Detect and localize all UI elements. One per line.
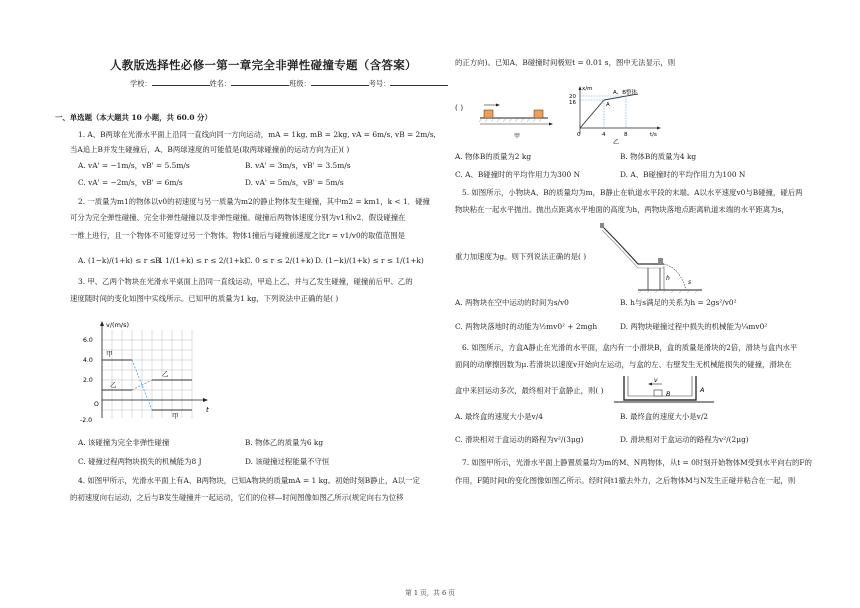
q5-label-h: h [666, 275, 670, 282]
q3-origin: O [94, 401, 99, 408]
q6-line-2: 面间的动摩擦因数为μ.若滑块以速度v开始向左运动，与盒的左、右壁发生无机械能损失的碰撞，滑块在 [455, 360, 792, 369]
q5-ground-hatch [639, 290, 698, 293]
q4-ground-hatch [479, 118, 542, 122]
q6-line-1: 6. 如图所示，方盒A静止在光滑的水平面，盒内有一小滑块B，盒的质量是滑块的2倍，滑块与盒内水平 [462, 343, 798, 352]
q2-line-1: 2. 一质量为m1的物体以v0的初速度与另一质量为m2的静止物体发生碰撞，其中m2 = km1，k < 1．碰撞 [78, 197, 430, 206]
q4-block-b [534, 110, 543, 118]
q4-line-2: 的初速度向右运动，之后与B发生碰撞并一起运动，它们的位移—时间图像如图乙所示(规定向右为位移 [70, 493, 404, 502]
q3-ytick-neg2: -2.0 [80, 417, 93, 424]
q6-box-figure [610, 372, 720, 408]
q5-line-2: 物块粘在一起水平抛出。抛出点距离水平地面的高度为h，两物块落地点距离轨道末端的水平距离为s， [455, 205, 789, 214]
q6-line-3: 盒中来回运动多次，最终相对于盒静止，则( ) [455, 386, 604, 395]
q3-grid [102, 330, 192, 418]
q5-option-c: C. 两物块落地时的动能为½mv0² + 2mgh [455, 322, 598, 331]
q7-line-1: 7. 如图甲所示，光滑水平面上静置质量均为m的M、N两物体，从t = 0时刻开始物体M受到水平向右的F的 [462, 458, 812, 467]
q4-chart-xtick-0: 0 [577, 132, 581, 138]
name-label: 姓名： [209, 79, 232, 88]
q4-chart-xtick-4: 4 [602, 132, 606, 138]
q3-ytick-4: 4.0 [83, 357, 93, 364]
q4-chart-x-arrow [657, 127, 661, 130]
q5-block-a [600, 223, 604, 228]
section-heading: 一、单选题（本大题共 10 小题，共 60.0 分） [55, 113, 212, 122]
q4-series-a [580, 100, 604, 128]
q4-chart-xlabel: t/s [650, 132, 657, 138]
q4-displacement-chart [566, 84, 666, 146]
q3-label-yi-right: 乙 [162, 370, 169, 378]
q2-option-c: C. 0 ≤ r ≤ 2/(1+k) [245, 256, 314, 265]
q4-option-c: C. A、B碰撞时的平均作用力为300 N [455, 170, 581, 179]
class-label: 班级： [289, 79, 311, 88]
q6-label-a: A [700, 386, 705, 394]
q4-fig-yi-label: 乙 [613, 139, 620, 146]
q6-option-d: D. 滑块相对于盒运动的路程为v²/(2μg) [620, 435, 749, 444]
q5-line-1: 5. 如图所示，小物块A、B的质量均为m，B静止在轨道水平段的末端。A以水平速度v0与B碰撞，碰后两 [462, 188, 803, 197]
q7-line-2: 作用，F随时间t的变化图像如图乙所示。经时间t1撤去外力，之后物体M与N发生正碰并粘合在一起，则 [455, 476, 796, 485]
q4-figure-jia [476, 92, 556, 140]
q1-option-d: D. vA' = 5m/s，vB' = 5m/s [245, 178, 344, 187]
q1-option-b: B. vA' = 3m/s，vB' = 3.5m/s [245, 161, 351, 170]
q6-label-v: v [654, 377, 658, 384]
q1-option-a: A. vA' = −1m/s，vB' = 5.5m/s [78, 161, 190, 170]
class-blank [311, 78, 369, 86]
q3-label-jia-bottom: 甲 [172, 412, 179, 420]
q4-chart-point-label: A [606, 102, 610, 108]
q5-line-3: 重力加速度为g。则下列说法正确的是( ) [455, 252, 587, 261]
q3-line-1: 3. 甲、乙两个物块在光滑水平桌面上沿同一直线运动，甲追上乙，并与乙发生碰撞，碰撞前后甲、乙的 [78, 277, 413, 286]
student-info-line [130, 78, 448, 88]
q2-line-3: 一维上进行，且一个物体不可能穿过另一个物体。物体1撞后与碰撞前速度之比r = v1/v0的取值范围是 [70, 231, 406, 240]
q3-ylabel: v/(m/s) [106, 321, 130, 329]
q3-line-2: 速度随时间的变化如图中实线所示。已知甲的质量为1 kg，下列说法中正确的是( ) [70, 294, 339, 303]
q3-label-jia-top: 甲 [106, 350, 113, 358]
q4-chart-ylabel: x/m [582, 86, 593, 92]
q3-xlabel: t [206, 406, 209, 414]
q3-option-b: B. 物体乙的质量为6 kg [245, 438, 324, 447]
name-blank [231, 78, 289, 86]
page-footer: 第 1 页，共 6 页 [405, 589, 455, 597]
q4-chart-xtick-8: 8 [624, 132, 628, 138]
q4-line-3: 的正方向)。已知A、B碰撞时间极短t = 0.01 s，图中无法显示，则 [455, 58, 676, 67]
q2-option-b: B. 1/(1+k) ≤ r ≤ 2/(1+k) [155, 256, 248, 265]
q6-label-b: B [666, 390, 671, 398]
school-label: 学校： [130, 79, 152, 88]
q4-chart-series-label: A、B整体 [613, 90, 638, 96]
q5-block-b [658, 258, 663, 264]
q5-option-b: B. h与s满足的关系为h = 2gs²/v0² [620, 298, 737, 307]
q5-option-a: A. 两物块在空中运动的时间为s/v0 [455, 298, 569, 307]
id-blank [390, 78, 448, 86]
q4-paren: ( ) [455, 103, 464, 112]
q4-chart-ytick-20: 20 [569, 94, 576, 100]
q2-line-2: 可分为完全弹性碰撞、完全非弹性碰撞以及非弹性碰撞。碰撞后两物体速度分别为v1和v2．假设碰撞在 [70, 213, 406, 222]
q5-label-s: s [688, 279, 692, 286]
id-label: 考号： [368, 79, 391, 88]
q5-curved-track [602, 226, 664, 264]
q6-option-a: A. 最终盒的速度大小是v/4 [455, 412, 543, 421]
q3-option-c: C. 碰撞过程两物块损失的机械能为8 J [78, 457, 202, 466]
q4-x-arrowhead [549, 123, 553, 126]
q3-option-a: A. 该碰撞为完全非弹性碰撞 [78, 438, 170, 447]
q3-velocity-chart [80, 318, 220, 430]
q5-option-d: D. 两物块碰撞过程中损失的机械能为¼mv0² [620, 322, 768, 331]
school-blank [152, 78, 210, 86]
q3-x-arrow [203, 398, 208, 402]
q4-fig-jia-label: 甲 [514, 133, 521, 140]
q6-box-a [624, 376, 696, 400]
q4-line-1: 4. 如图甲所示，光滑水平面上有A、B两物块，已知A物块的质量mA = 1 kg。初始时刻B静止，A以一定 [78, 476, 420, 485]
q2-option-a: A. (1−k)/(1+k) ≤ r ≤ 1 [78, 256, 163, 265]
q6-option-c: C. 滑块相对于盒运动的路程为v²/(3μg) [455, 435, 584, 444]
q4-block-a [484, 110, 493, 118]
q4-option-a: A. 物体B的质量为2 kg [455, 152, 532, 161]
q5-track-figure [598, 222, 708, 294]
page-title: 人教版选择性必修一第一章完全非弹性碰撞专题（含答案） [110, 58, 417, 72]
q6-block-b [654, 390, 662, 396]
q4-option-d: D. A、B碰撞时的平均作用力为100 N [620, 170, 746, 179]
q4-velocity-arrowhead [496, 104, 500, 107]
q1-line-2: 当A追上B并发生碰撞后，A、B两球速度的可能值是(取两球碰撞前的运动方向为正)( ) [70, 145, 350, 154]
q1-line-1: 1. A、B两球在光滑水平面上沿同一直线向同一方向运动，mA = 1kg, mB = 2kg, vA = 6m/s, vB = 2m/s, [78, 130, 436, 139]
q6-velocity-arrowhead [648, 383, 652, 386]
q3-ytick-6: 6.0 [83, 337, 93, 344]
q3-y-arrow [100, 321, 104, 326]
q4-option-b: B. 物体B的质量为4 kg [620, 152, 697, 161]
q4-chart-ytick-16: 16 [569, 100, 576, 106]
q3-ytick-2: 2.0 [83, 377, 93, 384]
q3-option-d: D. 该碰撞过程能量不守恒 [245, 457, 330, 466]
q1-option-c: C. vA' = −2m/s，vB' = 6m/s [78, 178, 183, 187]
q6-option-b: B. 最终盒的速度大小是v/2 [620, 412, 709, 421]
q2-option-d: D. (1−k)/(1+k) ≤ r ≤ 1/(1+k) [315, 256, 424, 265]
q3-label-yi-left: 乙 [110, 381, 117, 389]
